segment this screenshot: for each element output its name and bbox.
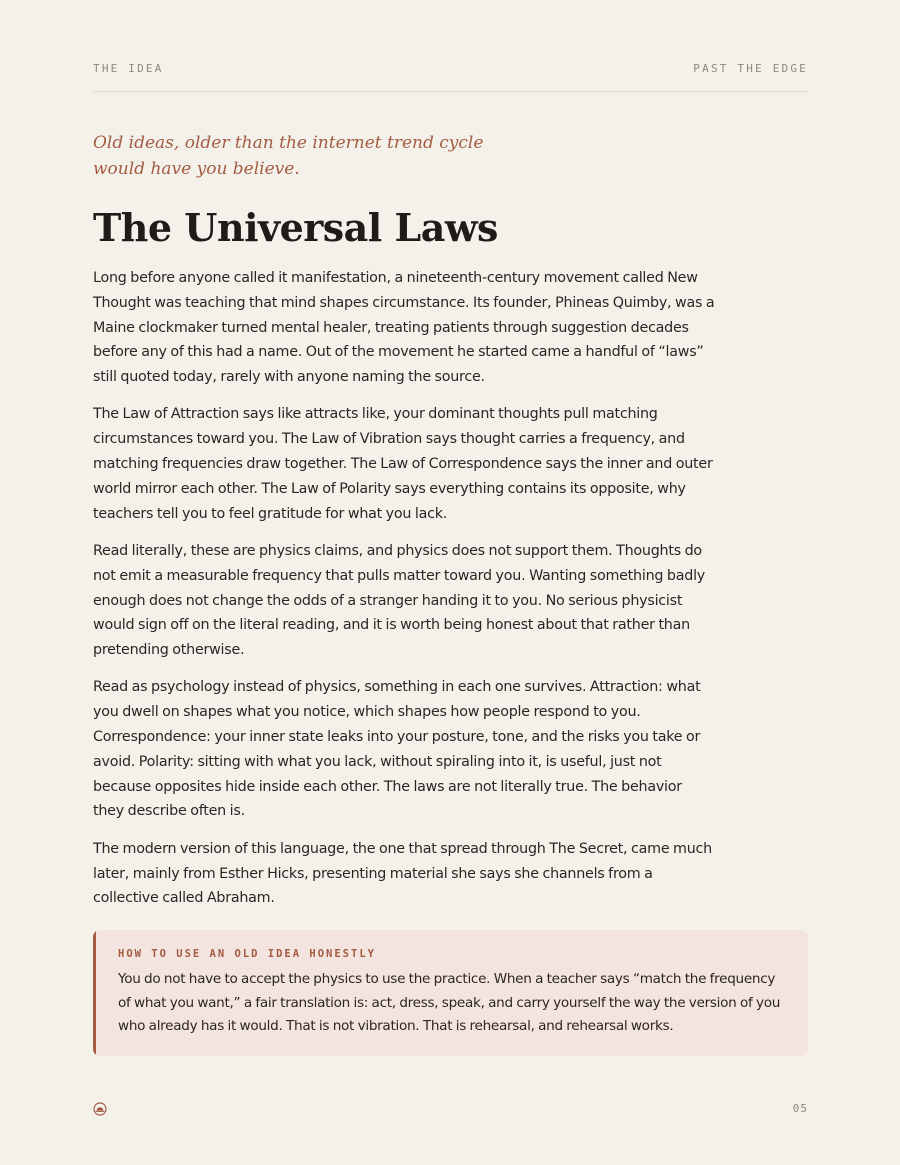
article-body xyxy=(93,266,716,924)
paragraph: The modern version of this language, the one that spread through The Secret, came much later, mainly from Esther Hicks, presenting material she says she channels from a collective called Abraham. xyxy=(93,840,712,907)
paragraph: Read as psychology instead of physics, something in each one survives. Attraction: what you dwell on shapes what you notice, which shapes how people respond to you. Correspondence: your inner state leaks into your posture, tone, and the risks you take or avoid. Polarity: sitting with what you lack, without spiraling into it, is useful, just not because opposites hide inside each other. The laws are not literally true. The behavior they describe often is. xyxy=(93,679,701,820)
page xyxy=(93,0,808,1165)
callout-label: HOW TO USE AN OLD IDEA HONESTLY xyxy=(118,948,376,960)
callout-text: You do not have to accept the physics to use the practice. When a teacher says “match the frequency of what you want,” a fair translation is: act, dress, speak, and carry yourself the way the version of you who already has it would. That is not vibration. That is rehearsal, and rehearsal works. xyxy=(118,971,781,1034)
publication-name: PAST THE EDGE xyxy=(693,62,808,75)
page-title: The Universal Laws xyxy=(93,205,498,250)
paragraph: The Law of Attraction says like attracts like, your dominant thoughts pull matching circumstances toward you. The Law of Vibration says thought carries a frequency, and matching frequencies draw together. The Law of Correspondence says the inner and outer world mirror each other. The Law of Polarity says everything contains its opposite, why teachers tell you to feel gratitude for what you lack. xyxy=(93,406,713,522)
sunrise-icon xyxy=(93,1102,107,1116)
section-label: THE IDEA xyxy=(93,62,164,75)
callout-accent-bar xyxy=(93,930,96,1056)
header-divider xyxy=(93,91,808,92)
running-header xyxy=(93,62,808,75)
paragraph: Read literally, these are physics claims, and physics does not support them. Thoughts do not emit a measurable frequency that pulls matter toward you. Wanting something badly enough does not change the odds of a stranger handing it to you. No serious physicist would sign off on the literal reading, and it is worth being honest about that rather than pretending otherwise. xyxy=(93,542,705,659)
callout-box xyxy=(93,930,808,1056)
page-number: 05 xyxy=(792,1102,808,1115)
kicker: Old ideas, older than the internet trend cycle would have you believe. xyxy=(93,133,484,179)
paragraph: Long before anyone called it manifestation, a nineteenth-century movement called New Thought was teaching that mind shapes circumstance. Its founder, Phineas Quimby, was a Maine clockmaker turned mental healer, treating patients through suggestion decades before any of this had a name. Out of the movement he started came a handful of “laws” still quoted today, rarely with anyone naming the source. xyxy=(93,270,715,386)
